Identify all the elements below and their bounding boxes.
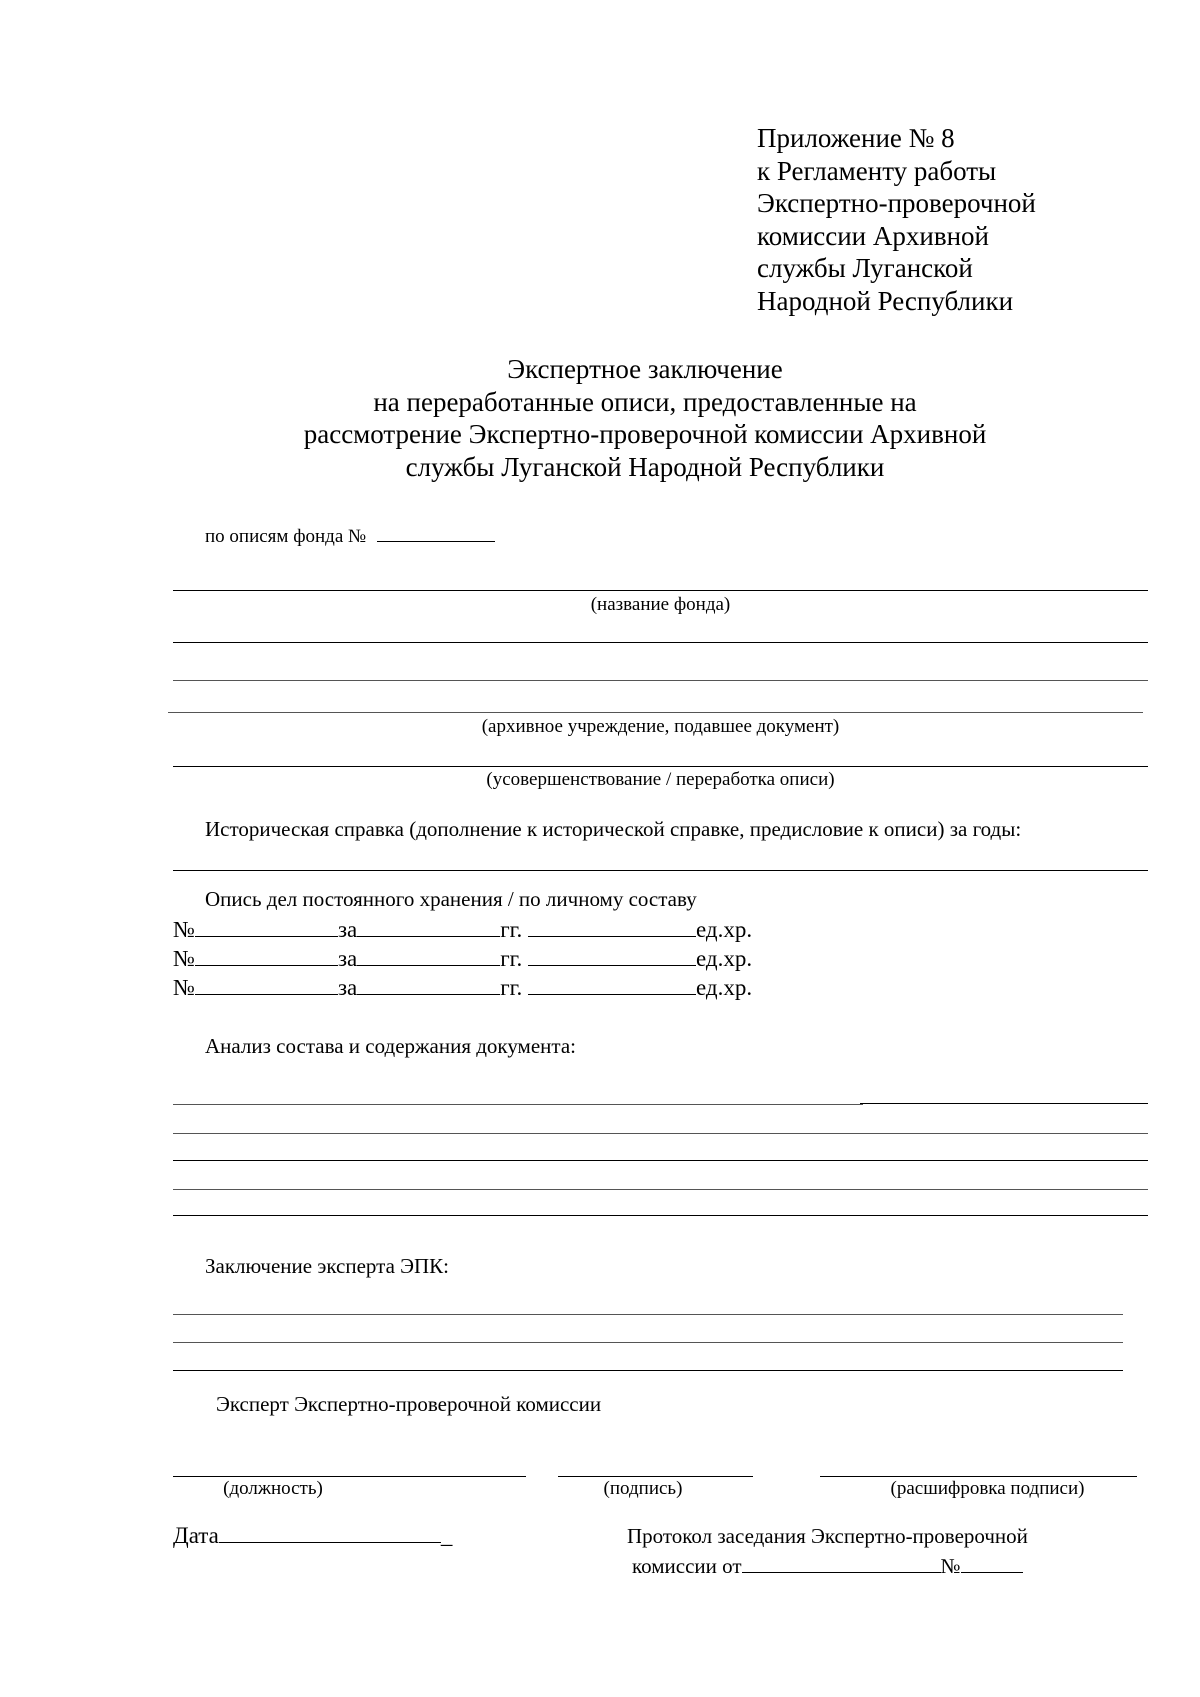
units-field[interactable]: [528, 935, 696, 937]
analysis-label: Анализ состава и содержания документа:: [205, 1034, 576, 1058]
appendix-block: [757, 122, 1036, 318]
history-label: Историческая справка (дополнение к исторической справке, предисловие к описи) за годы:: [205, 817, 1022, 841]
position-caption: (должность): [223, 1478, 323, 1499]
number-label: №: [173, 917, 195, 942]
title-line: Экспертное заключение: [507, 354, 783, 384]
sign-line[interactable]: [558, 1476, 753, 1477]
decode-caption: (расшифровка подписи): [890, 1478, 1085, 1499]
fund-name-line[interactable]: [173, 590, 1148, 591]
protocol-label: комиссии от: [632, 1554, 742, 1578]
fund-name-caption: (название фонда): [590, 594, 731, 615]
number-label: №: [173, 975, 195, 1000]
period-label: за: [337, 917, 358, 942]
units-label: ед.хр.: [696, 946, 753, 971]
analysis-line[interactable]: [173, 1160, 1148, 1161]
analysis-line[interactable]: [173, 1215, 1148, 1216]
date-row: [173, 1523, 452, 1549]
inventory-row: [173, 975, 752, 1001]
units-field[interactable]: [528, 964, 696, 966]
period-field[interactable]: [357, 993, 500, 995]
title-line: рассмотрение Экспертно-проверочной комиссии Архивной: [303, 419, 987, 449]
analysis-line[interactable]: [173, 1104, 863, 1105]
appendix-line: Приложение № 8: [757, 123, 955, 153]
date-suffix: _: [440, 1523, 453, 1548]
analysis-line[interactable]: [173, 1133, 1148, 1134]
title-line: службы Луганской Народной Республики: [405, 451, 885, 482]
fund-number-row: [205, 526, 495, 548]
number-field[interactable]: [195, 935, 338, 937]
inventory-row: [173, 946, 752, 972]
conclusion-line[interactable]: [173, 1342, 1123, 1343]
inventory-heading: Опись дел постоянного хранения / по личному составу: [205, 887, 697, 911]
analysis-line[interactable]: [860, 1103, 1148, 1104]
analysis-line[interactable]: [173, 1189, 1148, 1190]
document-title: [0, 353, 1200, 483]
fund-number-field[interactable]: [377, 540, 495, 542]
date-label: Дата: [173, 1523, 219, 1548]
conclusion-line[interactable]: [173, 1314, 1123, 1315]
units-label: ед.хр.: [696, 975, 753, 1000]
fund-line[interactable]: [173, 680, 1148, 681]
appendix-line: к Регламенту работы: [757, 155, 997, 186]
years-label: гг.: [500, 917, 523, 942]
period-field[interactable]: [357, 935, 500, 937]
decode-line[interactable]: [820, 1476, 1137, 1477]
fund-line[interactable]: [173, 642, 1148, 643]
years-label: гг.: [500, 946, 523, 971]
period-field[interactable]: [357, 964, 500, 966]
date-field[interactable]: [219, 1541, 441, 1543]
number-field[interactable]: [195, 993, 338, 995]
institution-caption: (архивное учреждение, подавшее документ): [481, 716, 840, 737]
appendix-line: комиссии Архивной: [757, 220, 989, 251]
units-field[interactable]: [528, 993, 696, 995]
improvement-line[interactable]: [173, 766, 1148, 767]
protocol-number-field[interactable]: [961, 1571, 1023, 1573]
number-label: №: [173, 946, 195, 971]
appendix-line: Народной Республики: [757, 285, 1014, 316]
inventory-row: [173, 917, 752, 943]
units-label: ед.хр.: [696, 917, 753, 942]
title-line: на переработанные описи, предоставленные на: [373, 386, 917, 417]
position-line[interactable]: [173, 1476, 526, 1477]
protocol-row: [632, 1554, 1023, 1579]
appendix-line: службы Луганской: [757, 253, 973, 284]
institution-line[interactable]: [168, 712, 1143, 713]
sign-caption: (подпись): [603, 1478, 683, 1499]
number-field[interactable]: [195, 964, 338, 966]
conclusion-line[interactable]: [173, 1370, 1123, 1371]
improvement-caption: (усовершенствование / переработка описи): [486, 769, 835, 790]
years-label: гг.: [500, 975, 523, 1000]
protocol-date-field[interactable]: [742, 1571, 941, 1573]
fund-number-label: по описям фонда №: [205, 526, 367, 547]
period-label: за: [337, 946, 358, 971]
appendix-line: Экспертно-проверочной: [757, 188, 1036, 219]
protocol-line-1: Протокол заседания Экспертно-проверочной: [627, 1524, 1028, 1548]
protocol-no-label: №: [940, 1554, 961, 1578]
history-line[interactable]: [173, 870, 1148, 871]
period-label: за: [337, 975, 358, 1000]
conclusion-label: Заключение эксперта ЭПК:: [205, 1254, 450, 1278]
signature-heading: Эксперт Экспертно-проверочной комиссии: [216, 1392, 602, 1416]
